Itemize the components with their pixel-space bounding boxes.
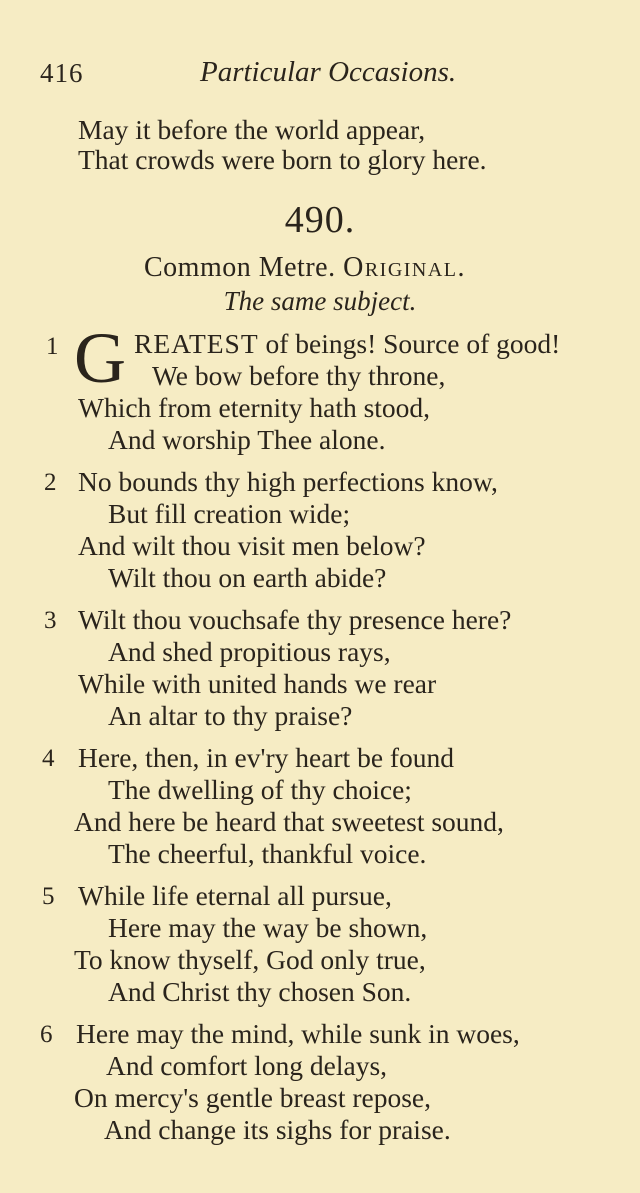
verse-line: And worship Thee alone. xyxy=(108,424,386,455)
verse-number: 6 xyxy=(40,1021,53,1048)
verse-line: Wilt thou vouchsafe thy presence here? xyxy=(78,604,512,635)
verse-line: To know thyself, God only true, xyxy=(74,944,426,975)
verse-line: No bounds thy high perfections know, xyxy=(78,466,498,497)
verse-number: 2 xyxy=(44,469,57,496)
verse-line: We bow before thy throne, xyxy=(152,360,446,391)
continuation-line: That crowds were born to glory here. xyxy=(78,144,487,175)
verse-line: Here may the way be shown, xyxy=(108,912,428,943)
first-line-rest: of beings! Source of good! xyxy=(258,328,561,359)
verse-line: And comfort long delays, xyxy=(106,1050,388,1081)
verse-number: 5 xyxy=(42,883,55,910)
page-header xyxy=(40,52,600,96)
first-line xyxy=(134,328,560,360)
verse-line: Which from eternity hath stood, xyxy=(78,392,431,423)
verse-number: 3 xyxy=(44,607,57,634)
verse-line: On mercy's gentle breast repose, xyxy=(74,1082,431,1113)
verse-line: While life eternal all pursue, xyxy=(78,880,392,911)
hymn-subject: The same subject. xyxy=(223,286,417,316)
verse-line: The cheerful, thankful voice. xyxy=(108,838,427,869)
hymn-number: 490. xyxy=(284,199,356,241)
verse-line: And Christ thy chosen Son. xyxy=(108,976,412,1007)
verse-line: But fill creation wide; xyxy=(108,498,351,529)
verse-line: While with united hands we rear xyxy=(78,668,437,699)
verse-line: Wilt thou on earth abide? xyxy=(108,562,387,593)
page-number: 416 xyxy=(40,58,84,88)
continuation-line: May it before the world appear, xyxy=(78,114,426,145)
verse-line: The dwelling of thy choice; xyxy=(108,774,412,805)
verse-line: An altar to thy praise? xyxy=(108,700,353,731)
verse-line: And shed propitious rays, xyxy=(108,636,391,667)
verse-line: Here, then, in ev'ry heart be found xyxy=(78,742,455,773)
verse-line: And wilt thou visit men below? xyxy=(78,530,426,561)
verse-line: And change its sighs for praise. xyxy=(104,1114,451,1145)
metre-text: Common Metre. xyxy=(144,252,336,283)
running-title: Particular Occasions. xyxy=(200,56,457,88)
hymn-metre xyxy=(144,252,466,284)
verse-number: 1 xyxy=(46,333,59,360)
hymn-label: Original. xyxy=(343,252,467,283)
first-word-caps: REATEST xyxy=(134,328,259,359)
verse-line: And here be heard that sweetest sound, xyxy=(74,806,504,837)
verse-number: 4 xyxy=(42,745,55,772)
drop-capital: G xyxy=(74,318,126,398)
verse-line: Here may the mind, while sunk in woes, xyxy=(76,1018,520,1049)
